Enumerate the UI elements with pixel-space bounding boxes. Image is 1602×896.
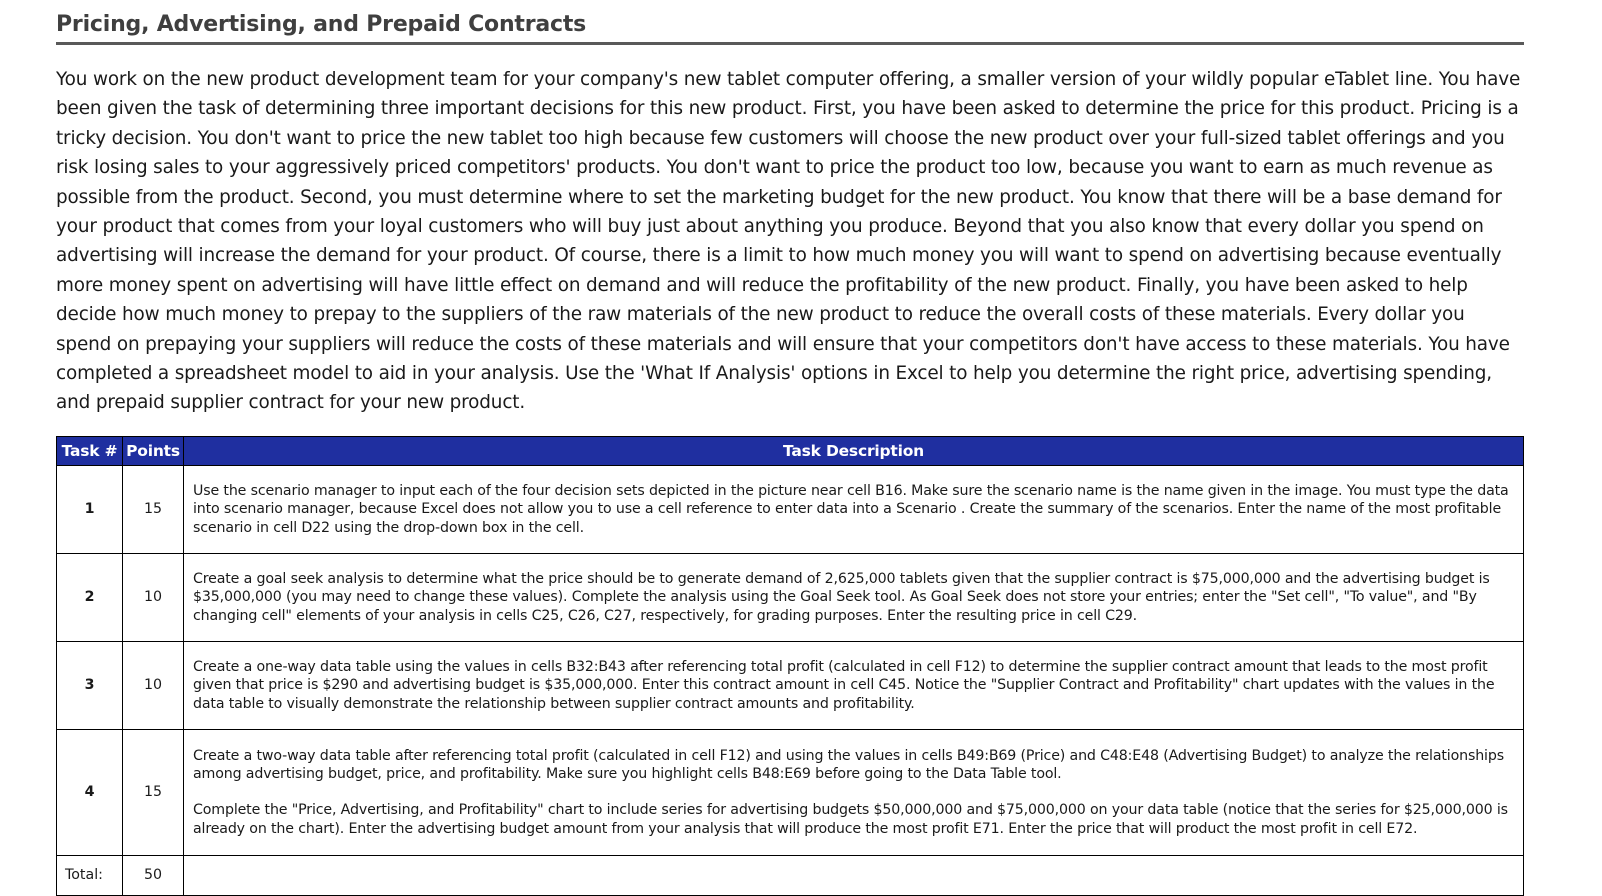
page-title: Pricing, Advertising, and Prepaid Contracts: [56, 10, 1524, 45]
task-points: 15: [123, 465, 184, 553]
task-number: 4: [57, 729, 123, 855]
task-points: 10: [123, 553, 184, 641]
task-description-text: Use the scenario manager to input each of the four decision sets depicted in the picture near cell B16. Make sure the scenario name is the name given in the image. You must type the data into scenario manager, because Excel does not allow you to use a cell reference to enter data into a Scenario . Create the summary of the scenarios. Enter the name of the most profitable scenario in cell D22 using the drop-down box in the cell.: [193, 482, 1509, 536]
total-label: Total:: [57, 855, 123, 895]
points-header: Points: [123, 436, 184, 465]
task-description: [184, 729, 1524, 855]
task-table-header-row: [57, 436, 1524, 465]
task-description-header: Task Description: [184, 436, 1524, 465]
task-points: 10: [123, 641, 184, 729]
assignment-page: [56, 10, 1524, 896]
task-description-text: Create a one-way data table using the values in cells B32:B43 after referencing total profit (calculated in cell F12) to determine the supplier contract amount that leads to the most profit given that price is $290 and advertising budget is $35,000,000. Enter this contract amount in cell C45. Notice the "Supplier Contract and Profitability" chart updates with the values in the data table to visually demonstrate the relationship between supplier contract amounts and profitability.: [193, 658, 1495, 712]
task-number: 3: [57, 641, 123, 729]
task-description-text: Create a two-way data table after referencing total profit (calculated in cell F12) and using the values in cells B49:B69 (Price) and C48:E48 (Advertising Budget) to analyze the relationships among advertising budget, price, and profitability. Make sure you highlight cells B48:E69 before going to the Data Table tool.: [193, 747, 1504, 783]
table-row: [57, 465, 1524, 553]
table-row: [57, 553, 1524, 641]
total-points: 50: [123, 855, 184, 895]
task-description: [184, 465, 1524, 553]
task-description: [184, 641, 1524, 729]
table-row: [57, 729, 1524, 855]
table-row: [57, 641, 1524, 729]
task-table: [56, 436, 1524, 896]
task-points: 15: [123, 729, 184, 855]
intro-paragraph: You work on the new product development team for your company's new tablet computer offering, a smaller version of your wildly popular eTablet line. You have been given the task of determining three important decisions for this new product. First, you have been asked to determine the price for this product. Pricing is a tricky decision. You don't want to price the new tablet too high because few customers will choose the new product over your full-sized tablet offerings and you risk losing sales to your aggressively priced competitors' products. You don't want to price the product too low, because you want to earn as much revenue as possible from the product. Second, you must determine where to set the marketing budget for the new product. You know that there will be a base demand for your product that comes from your loyal customers who will buy just about anything you produce. Beyond that you also know that every dollar you spend on advertising will increase the demand for your product. Of course, there is a limit to how much money you will want to spend on advertising because eventually more money spent on advertising will have little effect on demand and will reduce the profitability of the new product. Finally, you have been asked to help decide how much money to prepay to the suppliers of the raw materials of the new product to reduce the overall costs of these materials. Every dollar you spend on prepaying your suppliers will reduce the costs of these materials and will ensure that your competitors don't have access to these materials. You have completed a spreadsheet model to aid in your analysis. Use the 'What If Analysis' options in Excel to help you determine the right price, advertising spending, and prepaid supplier contract for your new product.: [56, 69, 1521, 414]
task-number-header: Task #: [57, 436, 123, 465]
task-description-text: Complete the "Price, Advertising, and Profitability" chart to include series for advertising budgets $50,000,000 and $75,000,000 on your data table (notice that the series for $25,000,000 is already on the chart). Enter the advertising budget amount from your analysis that will produce the most profit E71. Enter the price that will product the most profit in cell E72.: [193, 802, 1508, 837]
task-description: [184, 553, 1524, 641]
task-number: 2: [57, 553, 123, 641]
total-empty-cell: [184, 855, 1524, 895]
task-number: 1: [57, 465, 123, 553]
task-description-text: Create a goal seek analysis to determine what the price should be to generate demand of 2,625,000 tablets given that the supplier contract is $75,000,000 and the advertising budget is $35,000,000 (you may need to change these values). Complete the analysis using the Goal Seek tool. As Goal Seek does not store your entries; enter the "Set cell", "To value", and "By changing cell" elements of your analysis in cells C25, C26, C27, respectively, for grading purposes. Enter the resulting price in cell C29.: [193, 570, 1490, 624]
total-row: [57, 855, 1524, 895]
